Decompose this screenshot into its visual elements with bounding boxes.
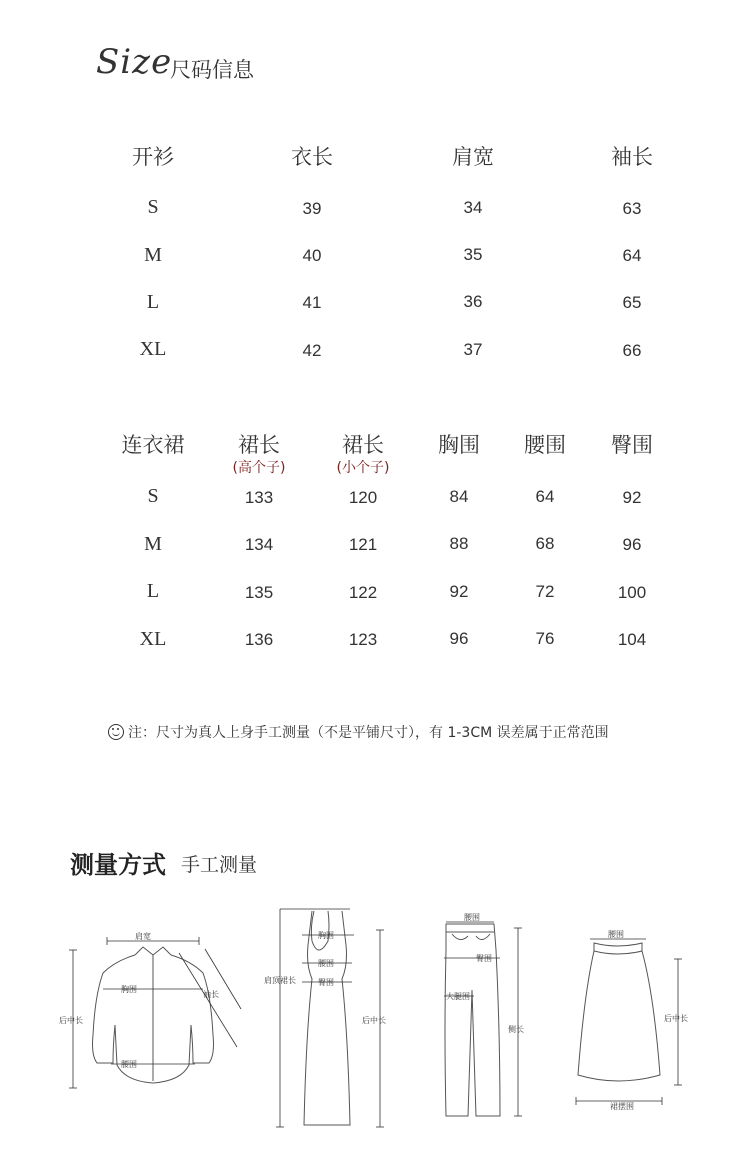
dress-label-back-length: 后中长 bbox=[362, 1016, 386, 1025]
dress-cell: 100 bbox=[617, 583, 647, 602]
dress-cell: 72 bbox=[535, 582, 555, 601]
dress-cell: 96 bbox=[622, 535, 642, 554]
cardigan-size-label: L bbox=[146, 291, 160, 313]
dress-cell: 123 bbox=[348, 630, 378, 649]
dress-subheader-petite: (小个子) bbox=[336, 460, 390, 476]
dress-size-label: M bbox=[144, 533, 162, 555]
dress-cell: 135 bbox=[244, 583, 274, 602]
dress-measure-diagram bbox=[262, 905, 392, 1130]
shirt-label-shoulder: 肩宽 bbox=[135, 932, 151, 941]
shirt-label-waist: 腰围 bbox=[121, 1060, 137, 1069]
cardigan-size-label: XL bbox=[139, 338, 167, 360]
cardigan-cell: 40 bbox=[302, 246, 322, 265]
dress-header-waist: 腰围 bbox=[524, 433, 566, 457]
pants-label-side-length: 侧长 bbox=[508, 1025, 524, 1034]
cardigan-header-sleeve: 袖长 bbox=[611, 145, 653, 169]
smiley-icon bbox=[108, 724, 124, 740]
dress-cell: 92 bbox=[622, 488, 642, 507]
skirt-label-back-length: 后中长 bbox=[664, 1014, 688, 1023]
pants-label-thigh: 大腿围 bbox=[446, 992, 470, 1001]
cardigan-cell: 41 bbox=[302, 293, 322, 312]
dress-label-chest: 胸围 bbox=[318, 931, 334, 940]
dress-cell: 120 bbox=[348, 488, 378, 507]
dress-cell: 84 bbox=[449, 487, 469, 506]
dress-cell: 76 bbox=[535, 629, 555, 648]
cardigan-cell: 66 bbox=[622, 341, 642, 360]
dress-size-label: XL bbox=[139, 628, 167, 650]
measure-title: 测量方式 bbox=[70, 851, 166, 879]
page-title: 尺码信息 bbox=[170, 58, 254, 82]
cardigan-header-shoulder: 肩宽 bbox=[452, 145, 494, 169]
pants-label-hip: 臀围 bbox=[476, 954, 492, 963]
cardigan-size-label: M bbox=[144, 244, 162, 266]
dress-cell: 121 bbox=[348, 535, 378, 554]
dress-size-label: L bbox=[146, 580, 160, 602]
dress-cell: 122 bbox=[348, 583, 378, 602]
shirt-measure-diagram bbox=[55, 925, 245, 1100]
dress-header-type: 连衣裙 bbox=[121, 433, 185, 457]
cardigan-cell: 65 bbox=[622, 293, 642, 312]
cardigan-cell: 63 bbox=[622, 199, 642, 218]
dress-cell: 134 bbox=[244, 535, 274, 554]
dress-cell: 68 bbox=[535, 534, 555, 553]
dress-header-chest: 胸围 bbox=[438, 433, 480, 457]
cardigan-cell: 64 bbox=[622, 246, 642, 265]
dress-label-waist: 腰围 bbox=[318, 959, 334, 968]
measurement-note bbox=[108, 722, 609, 742]
dress-cell: 88 bbox=[449, 534, 469, 553]
dress-header-hip: 臀围 bbox=[611, 433, 653, 457]
measure-subtitle: 手工测量 bbox=[181, 854, 258, 876]
shirt-label-sleeve: 袖长 bbox=[203, 990, 219, 999]
dress-header-length-tall: 裙长 bbox=[238, 433, 280, 457]
note-text: 注：尺寸为真人上身手工测量（不是平铺尺寸），有 1-3CM 误差属于正常范围 bbox=[128, 725, 609, 741]
dress-cell: 92 bbox=[449, 582, 469, 601]
shirt-label-chest: 胸围 bbox=[121, 985, 137, 994]
cardigan-cell: 37 bbox=[463, 340, 483, 359]
shirt-label-back-length: 后中长 bbox=[59, 1016, 83, 1025]
pants-label-waist: 腰围 bbox=[464, 913, 480, 922]
dress-cell: 133 bbox=[244, 488, 274, 507]
cardigan-cell: 42 bbox=[302, 341, 322, 360]
cardigan-cell: 36 bbox=[463, 292, 483, 311]
dress-cell: 136 bbox=[244, 630, 274, 649]
skirt-label-waist: 腰围 bbox=[608, 930, 624, 939]
skirt-measure-diagram bbox=[570, 925, 695, 1110]
pants-measure-diagram bbox=[432, 910, 532, 1122]
dress-cell: 64 bbox=[535, 487, 555, 506]
dress-cell: 104 bbox=[617, 630, 647, 649]
size-script-title: Size bbox=[96, 42, 173, 82]
dress-cell: 96 bbox=[449, 629, 469, 648]
cardigan-cell: 35 bbox=[463, 245, 483, 264]
cardigan-cell: 34 bbox=[463, 198, 483, 217]
dress-size-label: S bbox=[147, 485, 159, 507]
cardigan-cell: 39 bbox=[302, 199, 322, 218]
cardigan-size-label: S bbox=[147, 196, 159, 218]
dress-label-shoulder-length: 肩顶裙长 bbox=[264, 976, 296, 985]
dress-subheader-tall: (高个子) bbox=[232, 460, 286, 476]
dress-label-hip: 臀围 bbox=[318, 978, 334, 987]
skirt-label-hem: 裙摆围 bbox=[610, 1102, 634, 1110]
cardigan-header-type: 开衫 bbox=[132, 145, 174, 169]
dress-header-length-petite: 裙长 bbox=[342, 433, 384, 457]
cardigan-header-length: 衣长 bbox=[291, 145, 333, 169]
